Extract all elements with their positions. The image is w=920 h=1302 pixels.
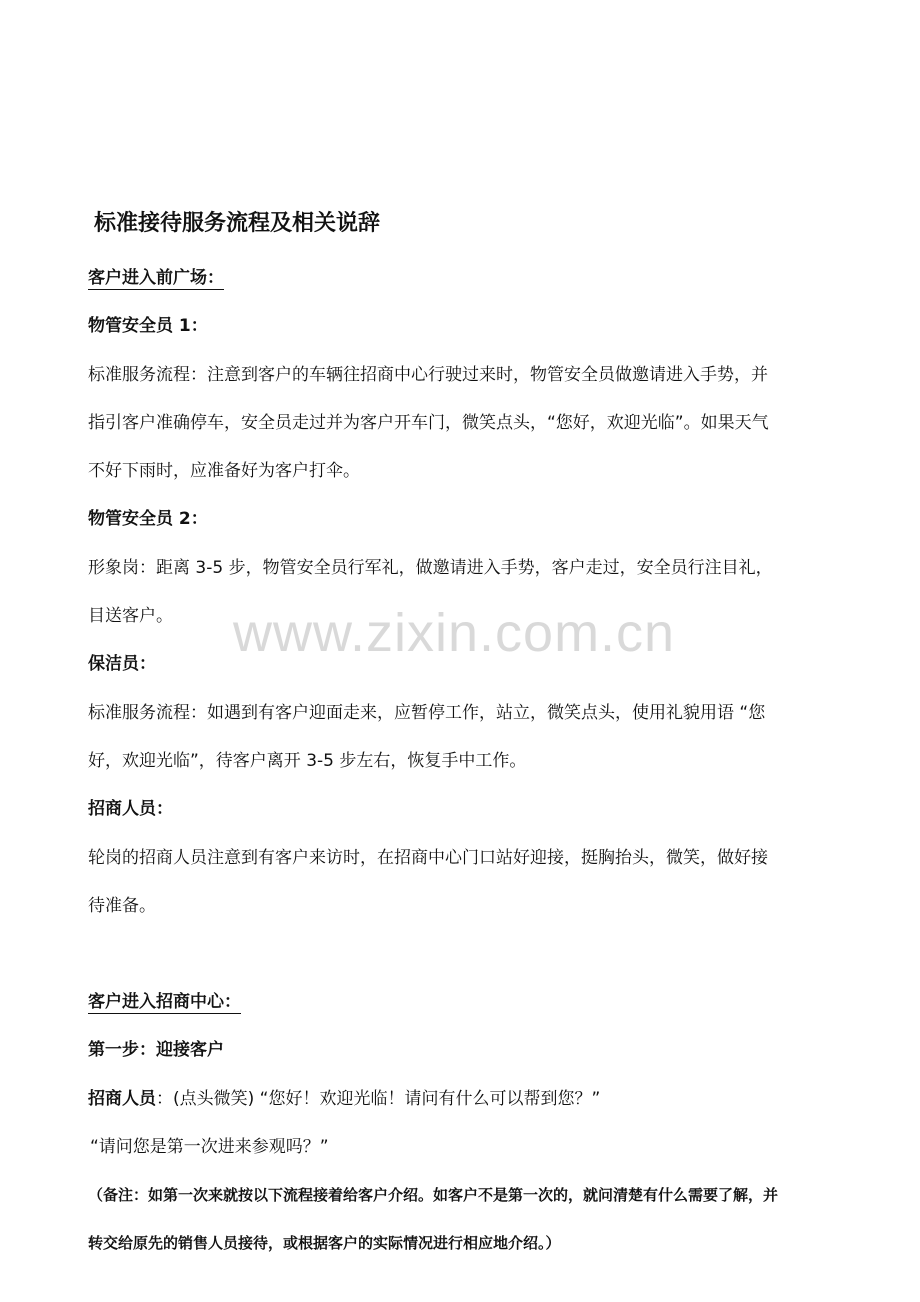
label-sales: 招商人员： [88, 799, 173, 819]
label-cleaner: 保洁员： [88, 654, 156, 674]
label-guard-1: 物管安全员 1： [88, 316, 208, 336]
guard-2-line-2: 目送客户。 [88, 606, 173, 626]
cleaner-line-1: 标准服务流程：如遇到有客户迎面走来，应暂停工作，站立，微笑点头，使用礼貌用语 “您 [88, 703, 766, 723]
speech-line-2: “请问您是第一次进来参观吗？” [90, 1137, 329, 1157]
section-heading-plaza: 客户进入前广场： [88, 268, 224, 288]
label-guard-2: 物管安全员 2： [88, 509, 208, 529]
watermark: www.zixin.com.cn [233, 603, 676, 663]
step-1-heading: 第一步：迎接客户 [88, 1040, 224, 1060]
note-line-2: 转交给原先的销售人员接待，或根据客户的实际情况进行相应地介绍。） [88, 1234, 561, 1252]
document-title: 标准接待服务流程及相关说辞 [94, 211, 381, 236]
sales-line-1: 轮岗的招商人员注意到有客户来访时，在招商中心门口站好迎接，挺胸抬头，微笑，做好接 [88, 848, 768, 868]
section-heading-center: 客户进入招商中心： [88, 992, 241, 1012]
note-line-1: （备注：如第一次来就按以下流程接着给客户介绍。如客户不是第一次的，就问清楚有什么需要了解，并 [88, 1186, 779, 1204]
speech-text-1: ：(点头微笑) “您好！欢迎光临！请问有什么可以帮到您？” [156, 1089, 601, 1109]
speaker-label: 招商人员 [88, 1089, 156, 1109]
guard-1-line-2: 指引客户准确停车，安全员走过并为客户开车门，微笑点头，“您好，欢迎光临”。如果天气 [88, 413, 769, 433]
cleaner-line-2: 好，欢迎光临”，待客户离开 3-5 步左右，恢复手中工作。 [88, 751, 527, 771]
guard-2-line-1: 形象岗：距离 3-5 步，物管安全员行军礼，做邀请进入手势，客户走过，安全员行注目礼， [88, 558, 773, 578]
sales-line-2: 待准备。 [88, 896, 156, 916]
guard-1-line-3: 不好下雨时，应准备好为客户打伞。 [88, 461, 360, 481]
speech-line-1 [88, 1087, 600, 1111]
guard-1-line-1: 标准服务流程：注意到客户的车辆往招商中心行驶过来时，物管安全员做邀请进入手势，并 [88, 365, 768, 385]
